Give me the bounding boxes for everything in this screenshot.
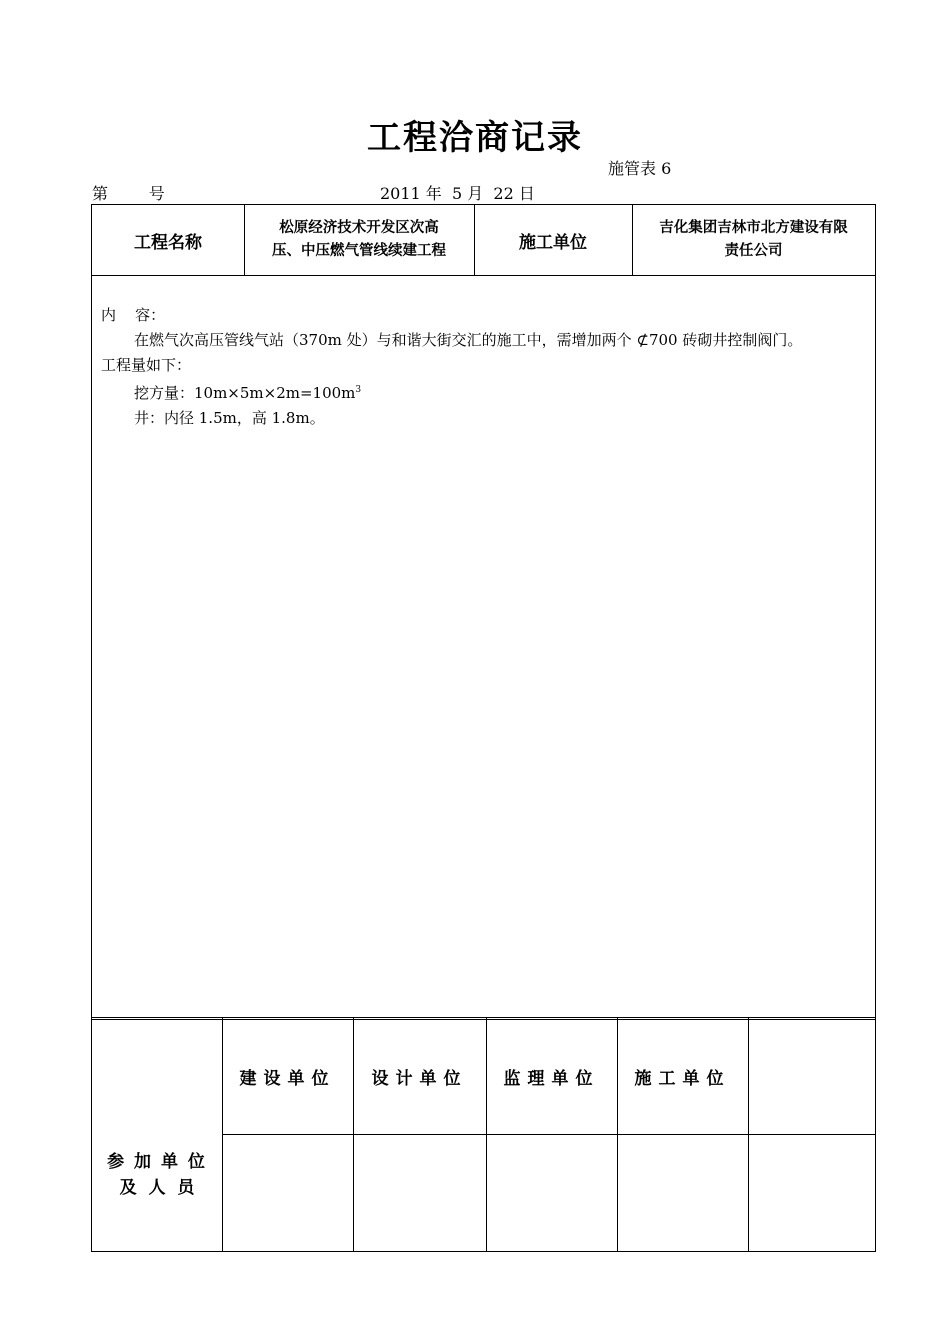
document-title: 工程洽商记录 <box>367 118 583 158</box>
unit-blank <box>748 1018 875 1134</box>
row-divider <box>222 1134 875 1135</box>
participants-table <box>91 1017 876 1252</box>
header-table <box>91 204 876 276</box>
content-text <box>101 303 861 431</box>
participants-label <box>92 1018 222 1251</box>
document-date: 2011 年 5 月 22 日 <box>380 184 535 203</box>
participants-label-line1: 参 加 单 位 <box>107 1151 207 1172</box>
content-label: 内 容： <box>101 306 166 324</box>
contractor-label: 施工单位 <box>519 232 587 253</box>
contractor-line2: 责任公司 <box>724 243 783 259</box>
unit-construction-owner: 建设单位 <box>239 1068 336 1089</box>
participants-label-line2: 及 人 员 <box>119 1177 195 1198</box>
document-number-label: 第 号 <box>92 184 165 203</box>
unit-design: 设计单位 <box>371 1068 468 1089</box>
contractor-value <box>632 205 875 275</box>
excavation-volume: 挖方量：10m×5m×2m=100m <box>134 384 356 402</box>
form-code: 施管表 6 <box>608 159 672 178</box>
content-line: 工程量如下： <box>101 356 192 374</box>
unit-supervision: 监理单位 <box>503 1068 600 1089</box>
project-name-value <box>244 205 474 275</box>
project-name-line1: 松原经济技术开发区次高 <box>279 220 439 236</box>
contractor-line1: 吉化集团吉林市北方建设有限 <box>659 220 848 236</box>
superscript: 3 <box>355 385 362 395</box>
participants-grid <box>222 1018 875 1251</box>
unit-contractor: 施工单位 <box>634 1068 731 1089</box>
content-line <box>101 378 861 406</box>
content-line: 井：内径 1.5m，高 1.8m。 <box>134 409 325 427</box>
project-name-line2: 压、中压燃气管线续建工程 <box>272 243 446 259</box>
content-line: 在燃气次高压管线气站（370m 处）与和谐大街交汇的施工中，需增加两个 ⊄700 砖砌井控制阀门。 <box>134 331 803 349</box>
project-name-label: 工程名称 <box>134 232 202 253</box>
